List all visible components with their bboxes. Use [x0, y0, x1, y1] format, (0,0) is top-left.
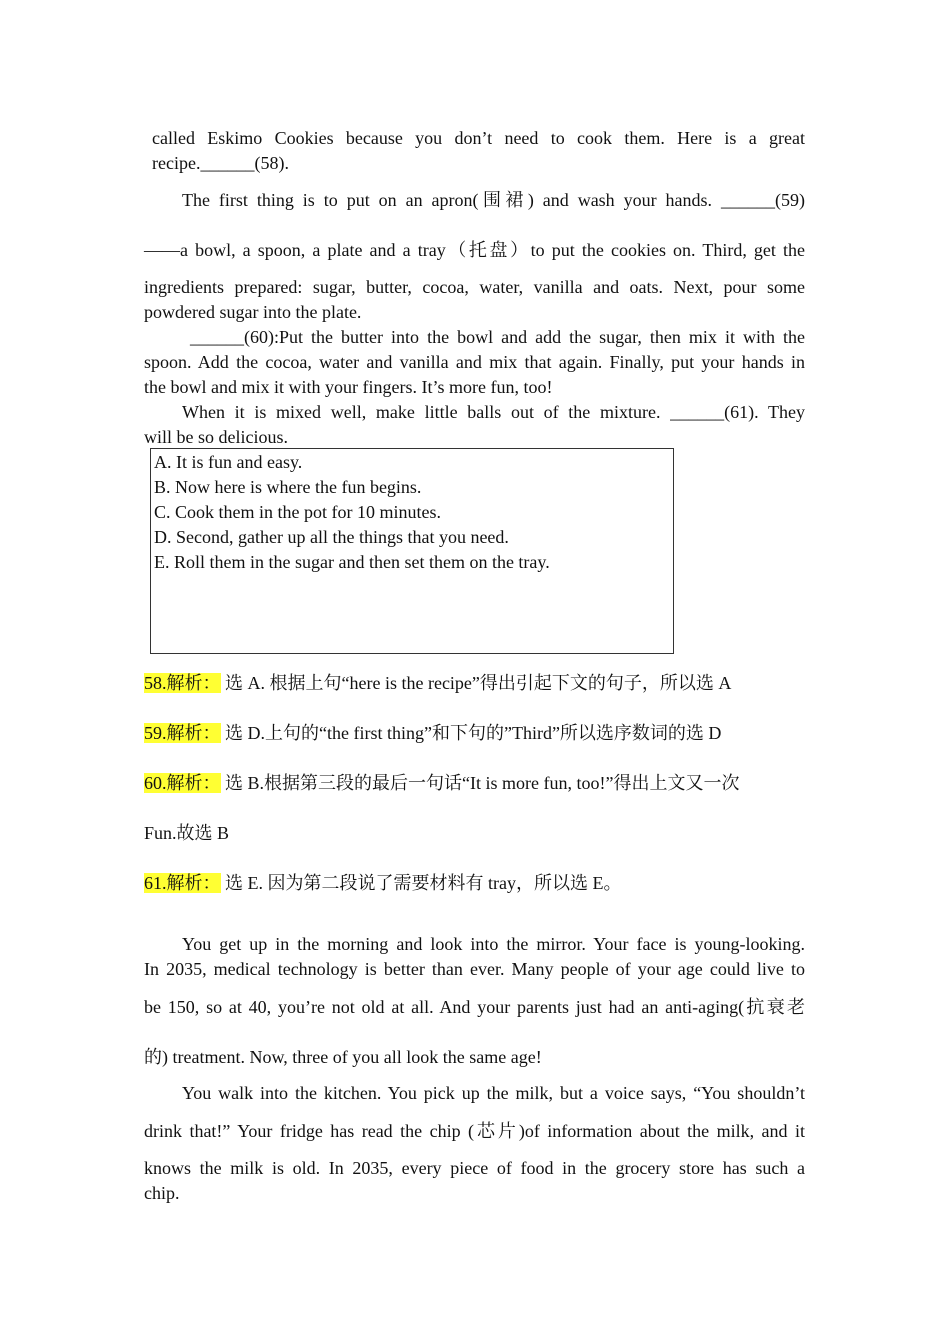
- option-d: D. Second, gather up all the things that you need.: [154, 527, 509, 547]
- passage2-line-3: be 150, so at 40, you’re not old at all. And your parents just had an anti-aging(抗衰老: [144, 997, 805, 1017]
- passage1-line-11: will be so delicious.: [144, 427, 288, 447]
- passage2-line-6: drink that!” Your fridge has read the chip (芯片)of information about the milk, and it: [144, 1121, 805, 1141]
- answer-60-text: 选 B.根据第三段的最后一句话“It is more fun, too!”得出上文又一次: [220, 773, 740, 793]
- answer-61-text: 选 E. 因为第二段说了需要材料有 tray，所以选 E。: [220, 873, 622, 893]
- answer-59-label: 59.解析：: [144, 723, 221, 743]
- passage1-line-4: ——a bowl, a spoon, a plate and a tray（托盘）to put the cookies on. Third, get the: [144, 240, 805, 260]
- options-box: [150, 448, 674, 654]
- option-b: B. Now here is where the fun begins.: [154, 477, 422, 497]
- answer-59: [144, 721, 721, 745]
- answer-58-text: 选 A. 根据上句“here is the recipe”得出引起下文的句子，所以选 A: [220, 673, 732, 693]
- answer-59-text: 选 D.上句的“the first thing”和下句的”Third”所以选序数词的选 D: [220, 723, 722, 743]
- answer-58-label: 58.解析：: [144, 673, 221, 693]
- answer-60-continued: Fun.故选 B: [144, 823, 230, 843]
- answer-61: [144, 871, 621, 895]
- passage1-line-6: powdered sugar into the plate.: [144, 302, 362, 322]
- option-e: E. Roll them in the sugar and then set them on the tray.: [154, 552, 550, 572]
- answer-60: [144, 771, 739, 795]
- passage1-line-8: spoon. Add the cocoa, water and vanilla and mix that again. Finally, put your hands in: [144, 352, 805, 372]
- passage2-line-4: 的) treatment. Now, three of you all look the same age!: [144, 1047, 542, 1067]
- passage1-line-7: ______(60):Put the butter into the bowl and add the sugar, then mix it with the: [190, 327, 805, 347]
- passage2-line-7: knows the milk is old. In 2035, every piece of food in the grocery store has such a: [144, 1158, 805, 1178]
- passage1-line-10: When it is mixed well, make little balls out of the mixture. ______(61). They: [182, 402, 805, 422]
- passage1-line-1: called Eskimo Cookies because you don’t need to cook them. Here is a great: [152, 128, 805, 148]
- option-a: A. It is fun and easy.: [154, 452, 303, 472]
- passage1-line-9: the bowl and mix it with your fingers. It’s more fun, too!: [144, 377, 553, 397]
- answer-60-label: 60.解析：: [144, 773, 221, 793]
- passage2-line-8: chip.: [144, 1183, 180, 1203]
- passage1-line-3: The first thing is to put on an apron(围裙) and wash your hands. ______(59): [182, 190, 805, 210]
- answer-61-label: 61.解析：: [144, 873, 221, 893]
- passage1-line-5: ingredients prepared: sugar, butter, cocoa, water, vanilla and oats. Next, pour some: [144, 277, 805, 297]
- passage2-line-2: In 2035, medical technology is better than ever. Many people of your age could live to: [144, 959, 805, 979]
- answer-58: [144, 671, 731, 695]
- passage2-line-1: You get up in the morning and look into the mirror. Your face is young-looking.: [182, 934, 805, 954]
- passage2-line-5: You walk into the kitchen. You pick up the milk, but a voice says, “You shouldn’t: [182, 1083, 805, 1103]
- option-c: C. Cook them in the pot for 10 minutes.: [154, 502, 441, 522]
- passage1-line-2: recipe.______(58).: [152, 153, 289, 173]
